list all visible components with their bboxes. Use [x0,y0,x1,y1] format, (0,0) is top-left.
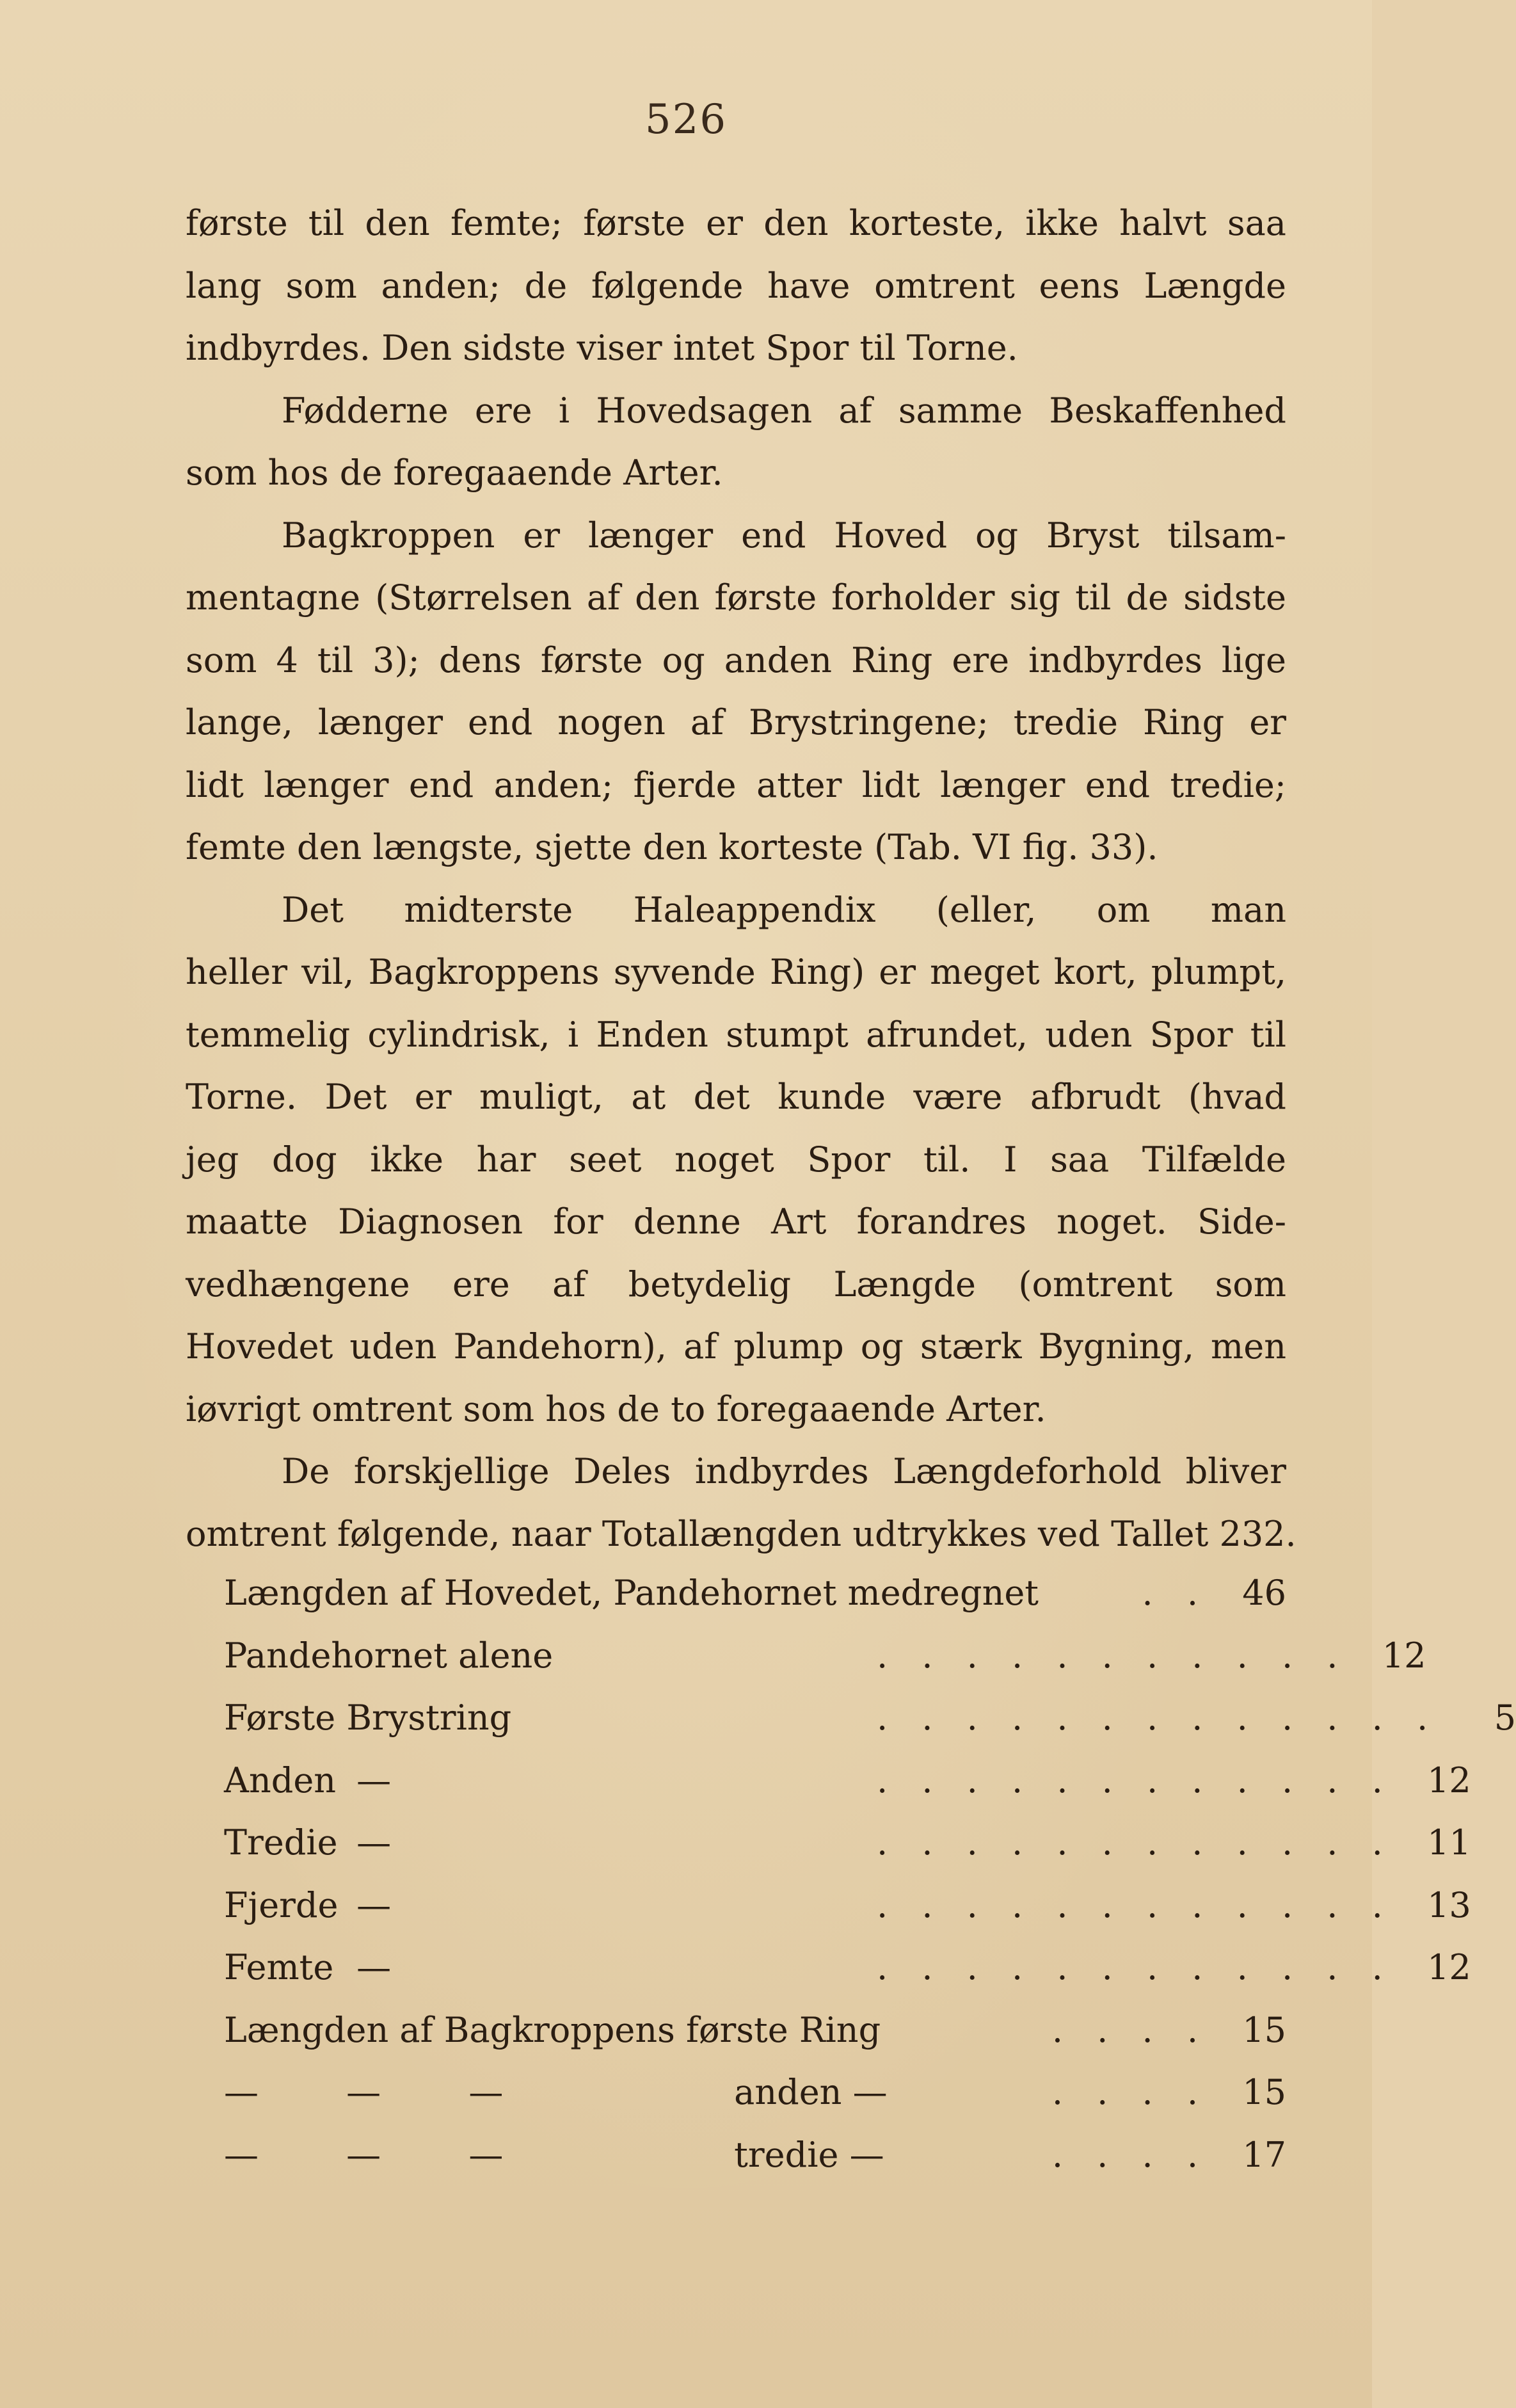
measurement-table [224,1562,1516,2186]
row-label-text: tredie — [734,2134,884,2175]
row-value: 46 [1242,1573,1286,1613]
leader-dots: . . . . . . . . . . . . [877,1947,1394,1987]
table-row [224,2061,1286,2124]
text-line: som hos de foregaaende Arter. [186,453,723,493]
text-line: heller vil, Bagkroppens syvende Ring) er meget kort, plumpt, [186,952,1286,992]
ditto-mark: — — — [224,2072,504,2112]
row-value: 15 [1242,2072,1286,2112]
ditto-mark: — [356,1884,392,1925]
row-label-text: Fjerde [224,1884,339,1925]
row-value: 17 [1242,2134,1286,2175]
row-value: 12 [1427,1947,1471,1987]
ditto-mark: — [356,1760,392,1801]
table-row [224,1625,1426,1687]
row-value: 12 [1382,1635,1426,1676]
text-line: Fødderne ere i Hovedsagen af samme Beskaffenhed [282,390,1286,431]
leader-dots: . . . . . . . . . . . . [877,1884,1394,1925]
table-row [224,1749,1471,1812]
text-line: lange, længer end nogen af Brystringene; tredie Ring er [186,702,1286,742]
table-row [224,1811,1471,1874]
ditto-mark: — [356,1822,392,1863]
leader-dots: . . . . . . . . . . . . [877,1822,1394,1863]
row-label: Længden af Bagkroppens første Ring [224,2009,881,2050]
text-line: indbyrdes. Den sidste viser intet Spor til Torne. [186,328,1018,368]
leader-dots: . . . . [1051,2072,1209,2112]
ditto-mark: — [356,1947,392,1987]
text-line: lang som anden; de følgende have omtrent eens Længde [186,265,1286,306]
text-line: femte den længste, sjette den korteste (Tab. VI fig. 33). [186,827,1158,867]
text-line: mentagne (Størrelsen af den første forholder sig til de sidste [186,577,1286,618]
row-label [224,2124,884,2187]
text-line: Det midterste Haleappendix (eller, om man [282,889,1286,930]
leader-dots: . . . . [1051,2134,1209,2175]
row-label-text: anden — [734,2072,888,2112]
text-line: Hovedet uden Pandehorn), af plump og stærk Bygning, men [186,1326,1286,1367]
text-line: lidt længer end anden; fjerde atter lidt længer end tredie; [186,764,1286,805]
text-line: omtrent følgende, naar Totallængden udtrykkes ved Tallet 232. [186,1513,1297,1554]
row-label [224,1874,877,1937]
table-row [224,1562,1286,1625]
text-line: temmelig cylindrisk, i Enden stumpt afrundet, uden Spor til [186,1014,1286,1055]
row-label [224,2061,888,2124]
leader-dots: . . . . . . . . . . . . [877,1760,1394,1801]
row-label [224,1936,877,1999]
text-line: jeg dog ikke har seet noget Spor til. I saa Tilfælde [186,1139,1286,1180]
text-line: iøvrigt omtrent som hos de to foregaaende Arter. [186,1388,1046,1429]
row-label-text: Tredie [224,1822,338,1863]
text-line: som 4 til 3); dens første og anden Ring ere indbyrdes lige [186,639,1286,680]
text-line: Bagkroppen er længer end Hoved og Bryst tilsam- [282,515,1286,556]
row-label-text: Femte [224,1947,334,1987]
leader-dots: . . [1142,1573,1209,1613]
body-text [186,192,1297,1565]
row-label: Længden af Hovedet, Pandehornet medregnet [224,1573,1039,1613]
leader-dots: . . . . . . . . . . . [877,1635,1350,1676]
row-value: 15 [1242,2009,1286,2050]
row-value: 12 [1427,1760,1471,1801]
row-label [224,1811,877,1874]
text-line: De forskjellige Deles indbyrdes Længdeforhold bliver [282,1451,1286,1491]
row-label-text: Anden [224,1760,337,1801]
ditto-mark: — — — [224,2134,504,2175]
leader-dots: . . . . . . . . . . . . . [877,1698,1440,1738]
table-row [224,1687,1516,1749]
table-row [224,1999,1286,2062]
row-label: Pandehornet alene [224,1635,554,1676]
table-row [224,1874,1471,1937]
row-value: 13 [1427,1884,1471,1925]
text-line: vedhængene ere af betydelig Længde (omtrent som [186,1264,1286,1304]
row-value: 5 [1494,1698,1516,1738]
table-row [224,2124,1286,2187]
row-label [224,1749,877,1812]
page-number: 526 [644,96,728,143]
row-value: 11 [1427,1822,1471,1863]
leader-dots: . . . . [1051,2009,1209,2050]
row-label: Første Brystring [224,1698,512,1738]
text-line: Torne. Det er muligt, at det kunde være afbrudt (hvad [186,1077,1286,1117]
text-line: maatte Diagnosen for denne Art forandres noget. Side- [186,1201,1286,1242]
text-line: første til den femte; første er den korteste, ikke halvt saa [186,203,1286,243]
table-row [224,1936,1471,1999]
